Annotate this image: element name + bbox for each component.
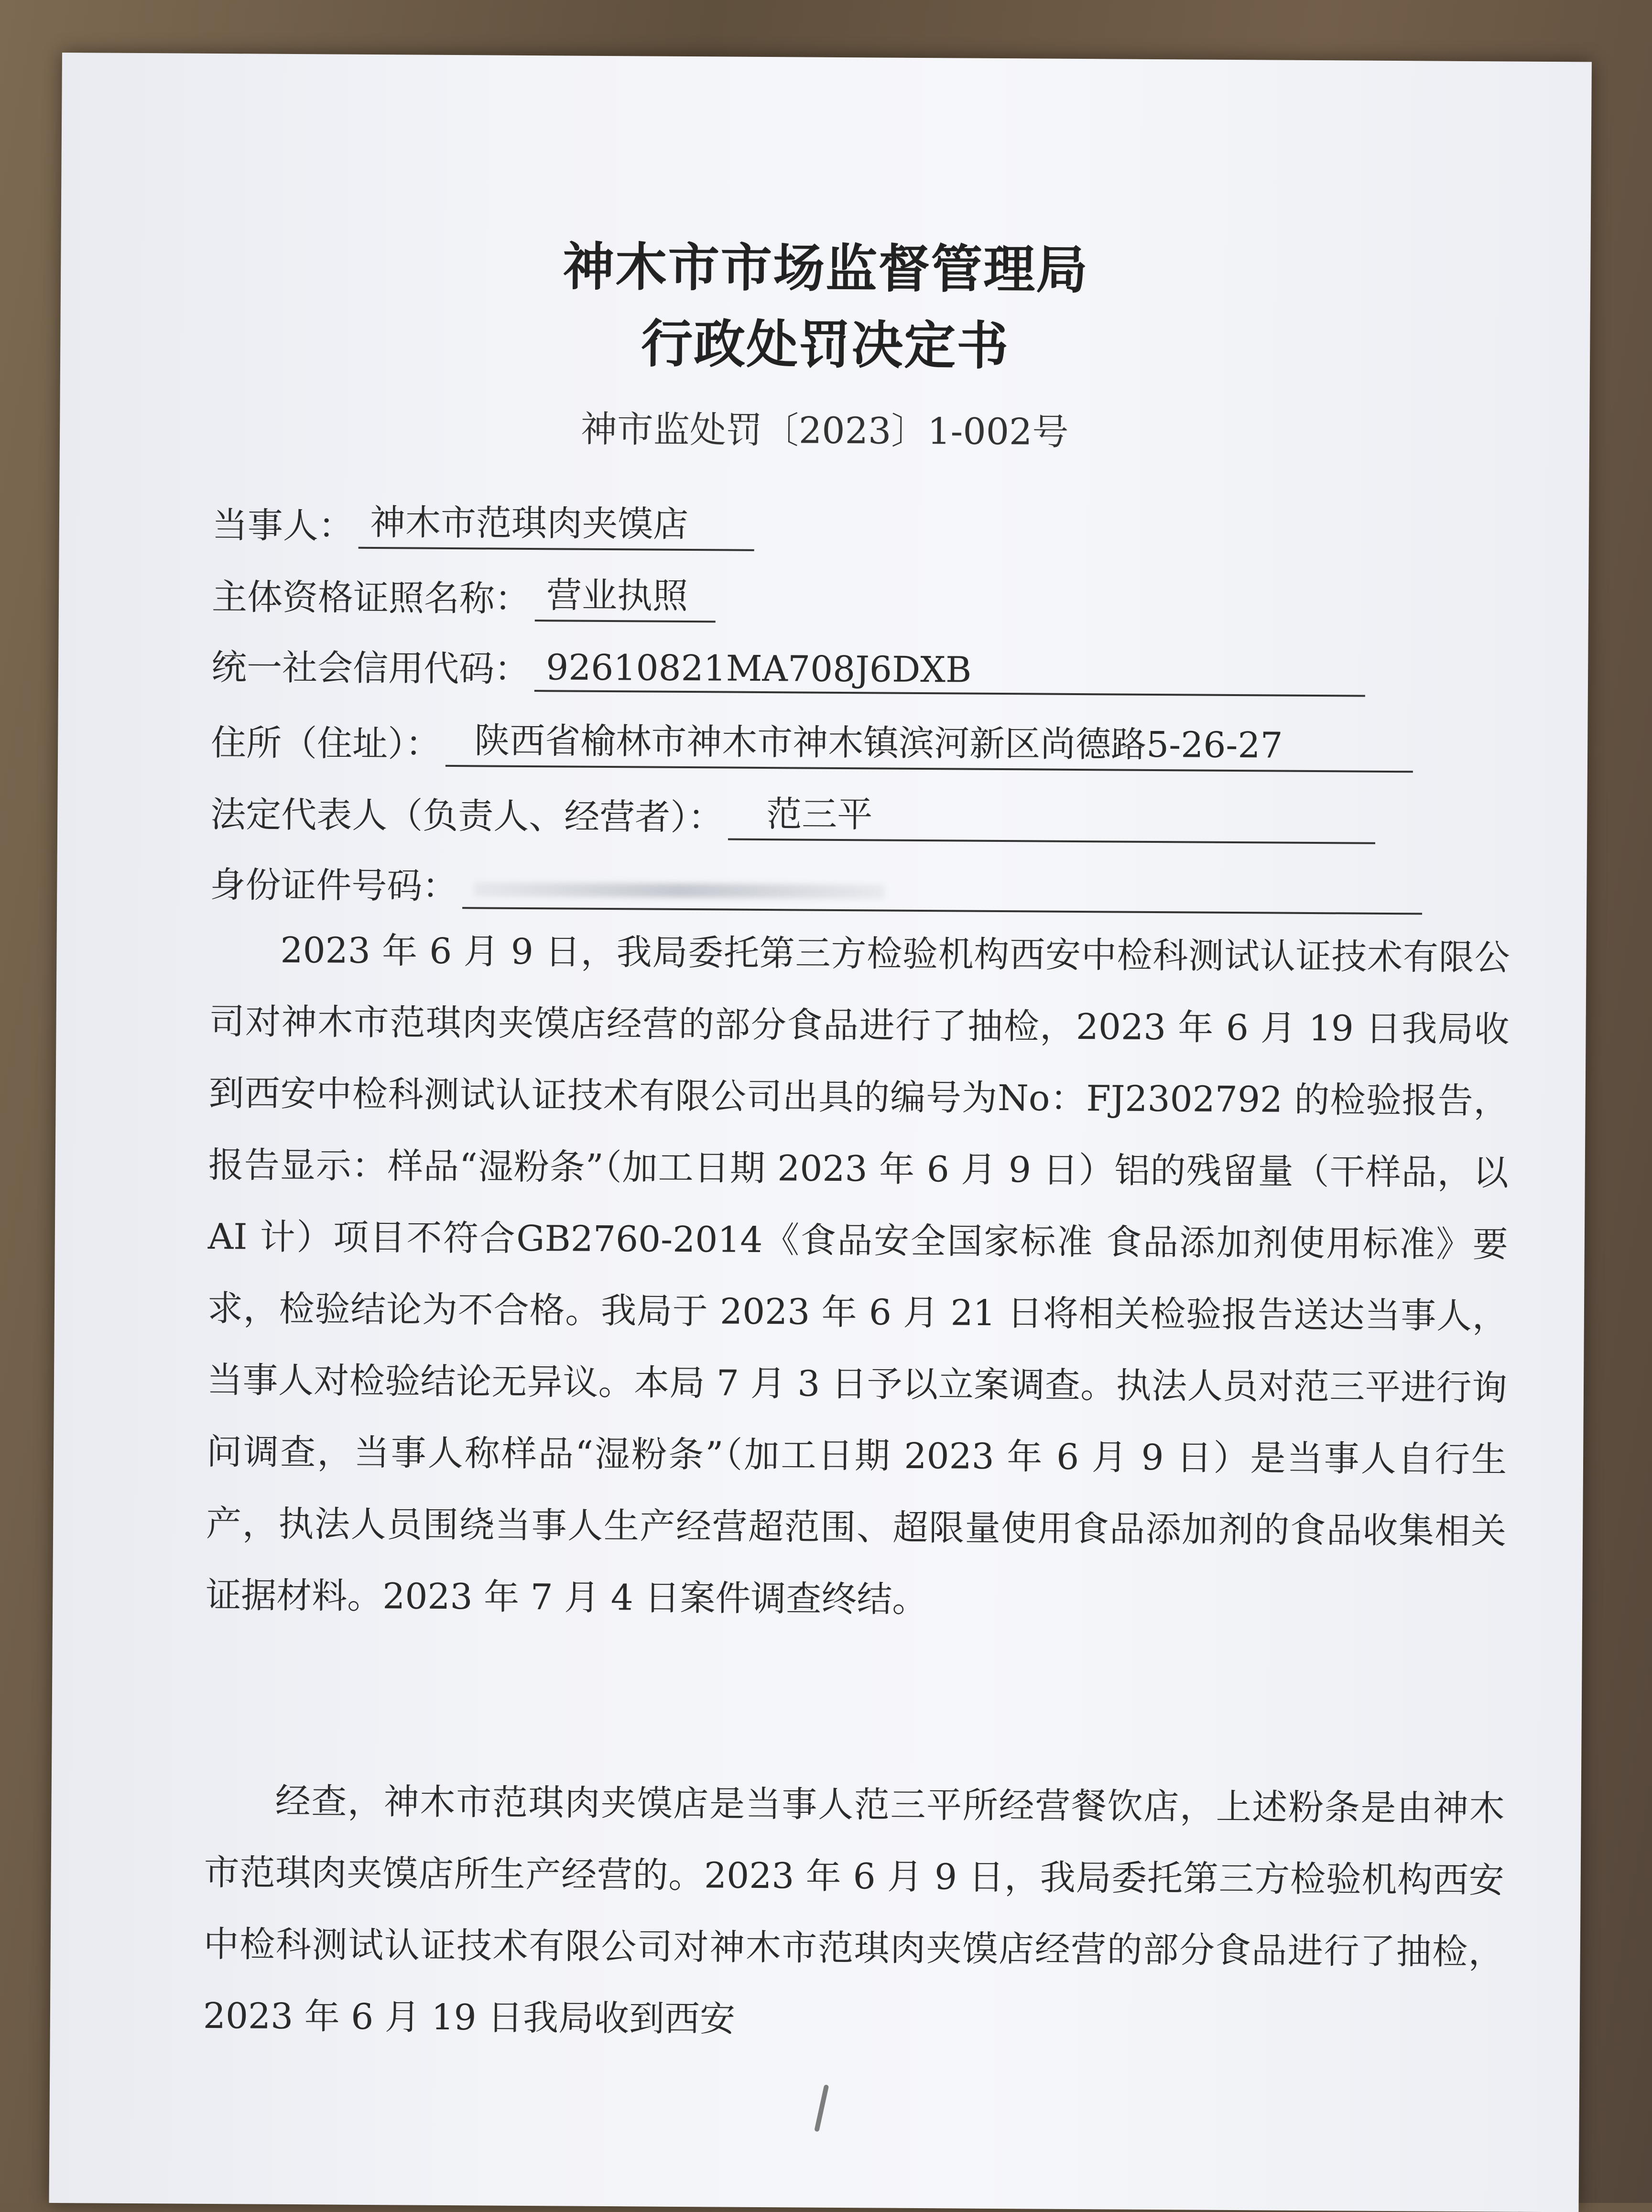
field-label: 法定代表人（负责人、经营者）： xyxy=(210,794,724,839)
field-value: 范三平 xyxy=(728,786,1376,844)
document-page xyxy=(49,53,1592,2212)
field-value: 神木市范琪肉夹馍店 xyxy=(359,494,755,551)
field-value-redacted xyxy=(462,864,1423,915)
field-value: 陕西省榆林市神木市神木镇滨河新区尚德路5-26-27 xyxy=(446,712,1413,773)
field-label: 住所（住址）： xyxy=(210,722,441,765)
field-label: 当事人： xyxy=(212,504,354,547)
field-value: 92610821MA708J6DXB xyxy=(534,647,1366,697)
field-value: 营业执照 xyxy=(535,567,716,622)
field-label: 统一社会信用代码： xyxy=(211,646,530,690)
field-id-number xyxy=(210,857,1423,915)
field-party xyxy=(212,493,755,551)
document-title-type: 行政处罚决定书 xyxy=(641,314,1010,377)
pen-mark xyxy=(814,2084,829,2132)
document-title-agency: 神木市市场监督管理局 xyxy=(562,237,1089,301)
redaction-blur xyxy=(474,882,885,899)
body-paragraph-2: 经查，神木市范琪肉夹馍店是当事人范三平所经营餐饮店，上述粉条是由神木市范琪肉夹馍店所生产经营的。2023 年 6 月 9 日，我局委托第三方检验机构西安中检科测试认证技术有限公司对神木市范琪肉夹馍店经营的部分食品进行了抽检，2023 年 6 月 19 日我局收到西安 xyxy=(203,1780,1505,2040)
field-label: 主体资格证照名称： xyxy=(211,576,531,620)
document-number: 神市监处罚〔2023〕1-002号 xyxy=(580,407,1069,453)
field-label: 身份证件号码： xyxy=(210,864,458,907)
body-paragraph-1: 2023 年 6 月 9 日，我局委托第三方检验机构西安中检科测试认证技术有限公司对神木市范琪肉夹馍店经营的部分食品进行了抽检，2023 年 6 月 19 日我局收到西安中检科测试认证技术有限公司出具的编号为No：FJ2302792 的检验报告，报告显示：样品“湿粉条”（加工日期 2023 年 6 月 9 日）铝的残留量（干样品，以 AI 计）项目不符合GB2760-2014《食品安全国家标准 食品添加剂使用标准》要求，检验结论为不合格。我局于 2023 年 6 月 21 日将相关检验报告送达当事人，当事人对检验结论无异议。本局 7 月 3 日予以立案调查。执法人员对范三平进行询问调查，当事人称样品“湿粉条”（加工日期 2023 年 6 月 9 日）是当事人自行生产，执法人员围绕当事人生产经营超范围、超限量使用食品添加剂的食品收集相关证据材料。2023 年 7 月 4 日案件调查终结。 xyxy=(206,929,1510,1621)
field-license-name xyxy=(212,565,716,622)
field-credit-code xyxy=(211,639,1366,697)
field-legal-representative xyxy=(210,783,1376,844)
field-address xyxy=(211,711,1413,773)
